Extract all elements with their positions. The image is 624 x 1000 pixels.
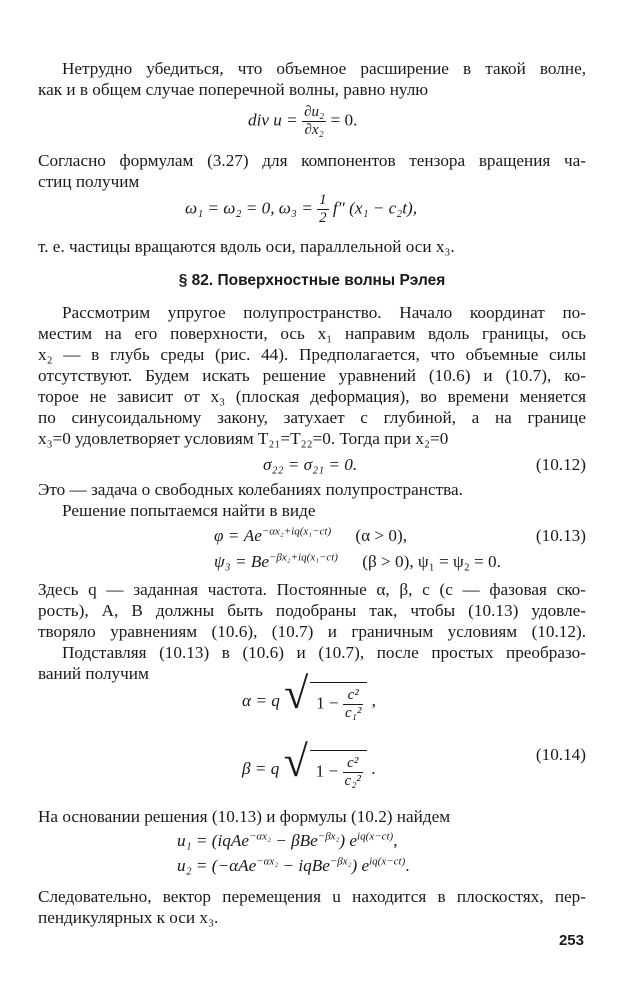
text-line: творяло уравнениям (10.6), (10.7) и граничным условиям (10.12).: [38, 622, 586, 641]
equation-number: (10.14): [535, 745, 586, 764]
sqrt-sign: √: [283, 737, 308, 786]
text-line: Согласно формулам (3.27) для компонентов тензора вращения ча-: [38, 151, 586, 170]
text-line: Решение попытаемся найти в виде: [62, 501, 316, 520]
sqrt-sign: √: [284, 669, 309, 718]
equation-psi: $\psi_3 = Be^{-\beta x_2+iq(x_1-ct)}$ (β > 0), ψ₁ = ψ₂ = 0.: [214, 551, 501, 571]
equation-div: div u = $\frac{\text{∂u₂}}{\text{∂x₂}}$ = 0.: [248, 104, 358, 138]
text-line: Подставляя (10.13) в (10.6) и (10.7), после простых преобразо-: [62, 643, 586, 662]
equation-sigma: σ₂₂ = σ₂₁ = 0.: [263, 455, 358, 474]
text-line: Рассмотрим упругое полупространство. Начало координат по-: [62, 303, 586, 322]
equation-u2: u₂ = (−αAe$^{-\alpha x_2}$ − iqBe$^{-\beta x_2}$) $e^{iq(x-ct)}$.: [177, 855, 410, 875]
equation-number: (10.13): [535, 526, 586, 545]
text-line: x₂ — в глубь среды (рис. 44). Предполагается, что объемные силы: [38, 345, 586, 364]
text-line: Здесь q — заданная частота. Постоянные α, β, c (c — фазовая ско-: [38, 580, 586, 599]
text-line: стиц получим: [38, 172, 140, 191]
equation-number: (10.12): [535, 455, 586, 474]
text-line: торое не зависит от x₃ (плоская деформация), во времени меняется: [38, 387, 586, 406]
page-number: 253: [558, 932, 584, 949]
equation-phi: $\varphi = Ae^{-\alpha x_2+iq(x_1-ct)}$ (α > 0),: [214, 525, 408, 545]
text-line: отсутствуют. Будем искать решение уравнений (10.6) и (10.7), ко-: [38, 366, 586, 385]
equation-alpha: α = q √ 1 − $\frac{\text{c²}}{\text{c₁²}}$ ,: [242, 669, 376, 721]
text-line: Нетрудно убедиться, что объемное расширение в такой волне,: [62, 59, 586, 78]
text-line: Следовательно, вектор перемещения u находится в плоскостях, пер-: [38, 887, 586, 906]
equation-beta: β = q √ 1 − $\frac{\text{c²}}{\text{c₂²}}$ .: [242, 737, 376, 789]
text-line: На основании решения (10.13) и формулы (10.2) найдем: [38, 807, 451, 826]
text-line: ваний получим: [38, 664, 149, 683]
text-line: местим на его поверхности, ось x₁ направим вдоль границы, ось: [38, 324, 586, 343]
text-line: по синусоидальному закону, затухает с глубиной, а на границе: [38, 408, 586, 427]
equation-u1: u₁ = (iqAe$^{-\alpha x_2}$ − βBe$^{-\beta x_2}$) $e^{iq(x-ct)}$,: [177, 830, 398, 850]
text-line: как и в общем случае поперечной волны, равно нулю: [38, 80, 429, 99]
text-line: рость), A, B должны быть подобраны так, чтобы (10.13) удовле-: [38, 601, 586, 620]
text-line: Это — задача о свободных колебаниях полупространства.: [38, 480, 463, 499]
text-line: пендикулярных к оси x₃.: [38, 908, 219, 927]
section-heading: § 82. Поверхностные волны Рэлея: [178, 272, 446, 289]
equation-omega: ω₁ = ω₂ = 0, ω₃ = $\frac{1}{2}$ f″ (x₁ − c₂t),: [185, 192, 418, 226]
text-line: x₃=0 удовлетворяет условиям T₂₁=T₂₂=0. Тогда при x₂=0: [38, 429, 449, 448]
text-line: т. е. частицы вращаются вдоль оси, параллельной оси x₃.: [38, 237, 455, 256]
